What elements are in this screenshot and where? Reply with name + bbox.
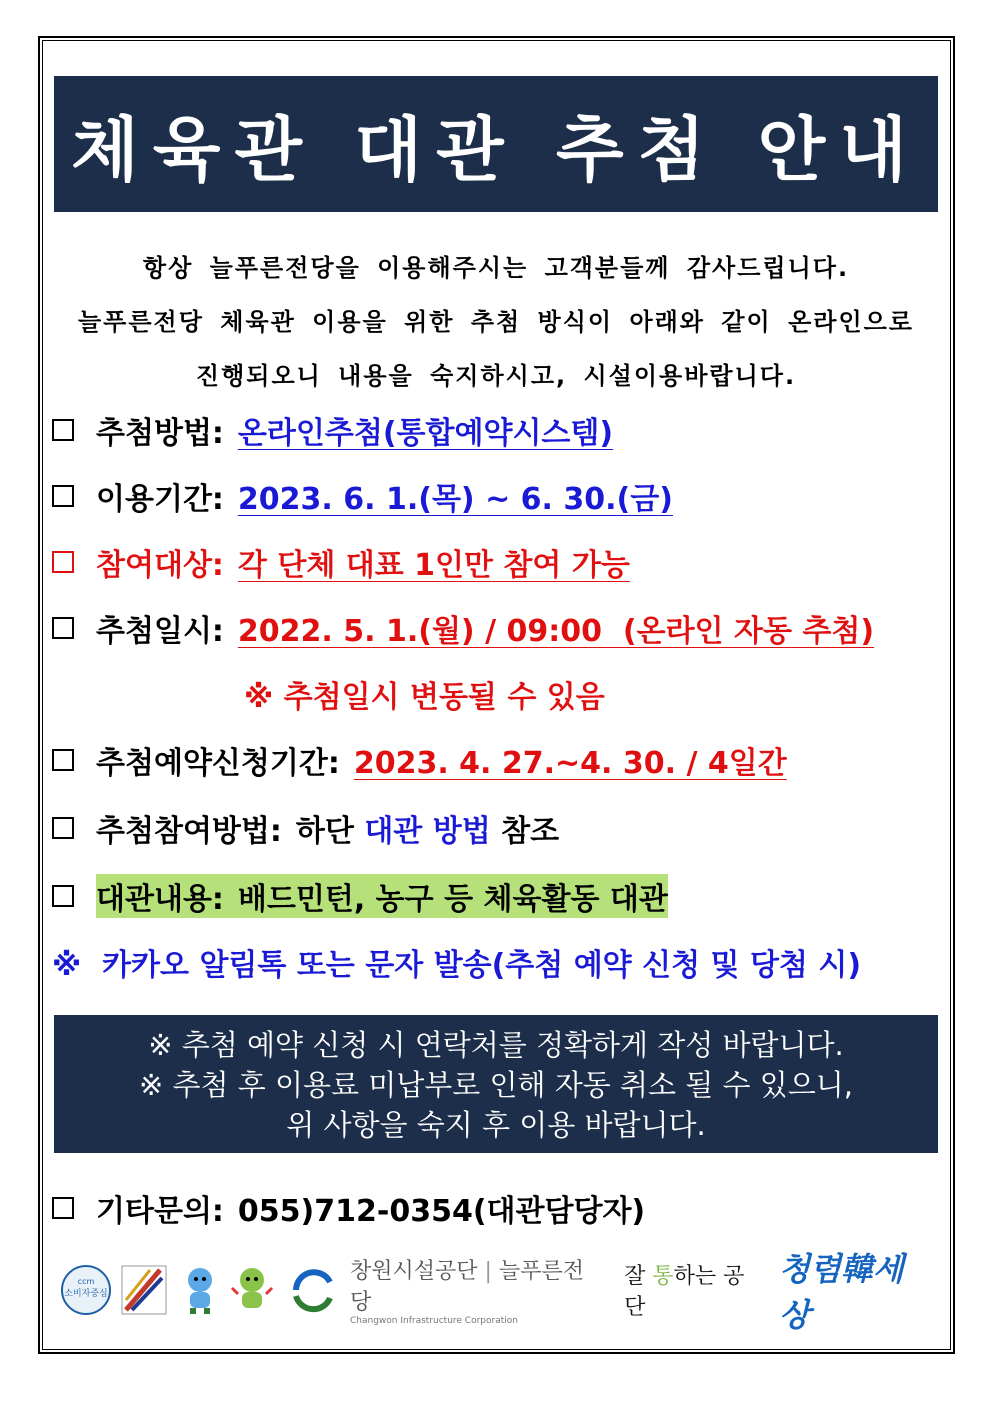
item-value: 배드민턴, 농구 등 체육활동 대관 <box>237 882 668 917</box>
checkbox-icon <box>52 617 74 639</box>
item-highlighted-text <box>96 874 668 918</box>
item-label: 추첨참여방법: <box>96 814 282 849</box>
checkbox-icon <box>52 749 74 771</box>
slogan-post: 하는 공단 <box>624 1264 745 1320</box>
checkbox-icon <box>52 551 74 573</box>
item-datetime <box>52 606 874 650</box>
mascot-green-icon <box>230 1264 274 1316</box>
info-bar <box>54 1015 938 1153</box>
item-contact <box>52 1186 645 1230</box>
item-value: 2022. 5. 1.(월) / 09:00 (온라인 자동 추첨) <box>237 614 875 649</box>
ccm-text: 소비자중심 <box>64 1289 108 1299</box>
item-label: 대관내용: <box>96 882 224 917</box>
slogan <box>624 1259 765 1321</box>
ccm-logo-icon <box>60 1264 112 1316</box>
venue-name: 늘푸른전당 <box>350 1259 584 1315</box>
intro-line-2: 늘푸른전당 체육관 이용을 위한 추첨 방식이 아래와 같이 온라인으로 <box>78 308 914 336</box>
checkbox-icon <box>52 817 74 839</box>
ccm-mark: ccm <box>77 1277 95 1286</box>
notice-kakao: ※ 카카오 알림톡 또는 문자 발송(추첨 예약 신청 및 당첨 시) <box>52 948 862 983</box>
intro-line-1: 항상 늘푸른전당을 이용해주시는 고객분들께 감사드립니다. <box>142 254 850 282</box>
item-label: 추첨방법: <box>96 416 224 451</box>
certification-logo-icon <box>120 1264 168 1316</box>
item-period <box>52 474 673 518</box>
item-label: 추첨일시: <box>96 614 224 649</box>
page-title: 체육관 대관 추첨 안내 <box>71 108 921 191</box>
org-english: Changwon Infrastructure Corporation <box>350 1316 518 1326</box>
slogan-pre: 잘 <box>624 1264 646 1289</box>
checkbox-icon <box>52 885 74 907</box>
title-banner <box>54 76 938 212</box>
item-highlight: 대관 방법 <box>364 814 491 849</box>
item-prefix: 하단 <box>295 814 354 849</box>
item-value: 각 단체 대표 1인만 참여 가능 <box>237 548 630 583</box>
info-line-2: ※ 추첨 후 이용료 미납부로 인해 자동 취소 될 수 있으니, <box>139 1068 853 1102</box>
brand-logo: 청렴韓세상 <box>779 1250 904 1334</box>
checkbox-icon <box>52 1197 74 1219</box>
item-method <box>52 408 613 452</box>
mascot-blue-icon <box>178 1264 222 1316</box>
item-value: 2023. 4. 27.~4. 30. / 4일간 <box>353 746 787 781</box>
item-apply-period <box>52 738 787 782</box>
intro-line-3: 진행되오니 내용을 숙지하시고, 시설이용바랍니다. <box>195 362 797 390</box>
slogan-em: 통 <box>652 1264 674 1289</box>
item-label: 기타문의: <box>96 1194 224 1229</box>
item-suffix: 참조 <box>501 814 560 849</box>
item-target <box>52 540 630 584</box>
item-label: 추첨예약신청기간: <box>96 746 340 781</box>
item-content <box>52 874 668 918</box>
item-value: 055)712-0354(대관담당자) <box>237 1194 646 1229</box>
org-logo-text: 창원시설공단 | 늘푸른전당 Changwon Infrastructure Corporation <box>350 1254 604 1326</box>
footer-logos <box>60 1250 934 1334</box>
notice-date-change: ※ 추첨일시 변동될 수 있음 <box>244 680 605 715</box>
checkbox-icon <box>52 419 74 441</box>
city-logo-icon <box>286 1264 340 1316</box>
info-line-3: 위 사항을 숙지 후 이용 바랍니다. <box>286 1108 706 1142</box>
info-line-1: ※ 추첨 예약 신청 시 연락처를 정확하게 작성 바랍니다. <box>148 1028 844 1062</box>
item-label: 참여대상: <box>96 548 224 583</box>
item-participation <box>52 806 559 850</box>
item-value: 온라인추첨(통합예약시스템) <box>237 416 614 451</box>
checkbox-icon <box>52 485 74 507</box>
org-name: 창원시설공단 <box>350 1259 478 1284</box>
item-label: 이용기간: <box>96 482 224 517</box>
item-value: 2023. 6. 1.(목) ~ 6. 30.(금) <box>237 482 673 517</box>
